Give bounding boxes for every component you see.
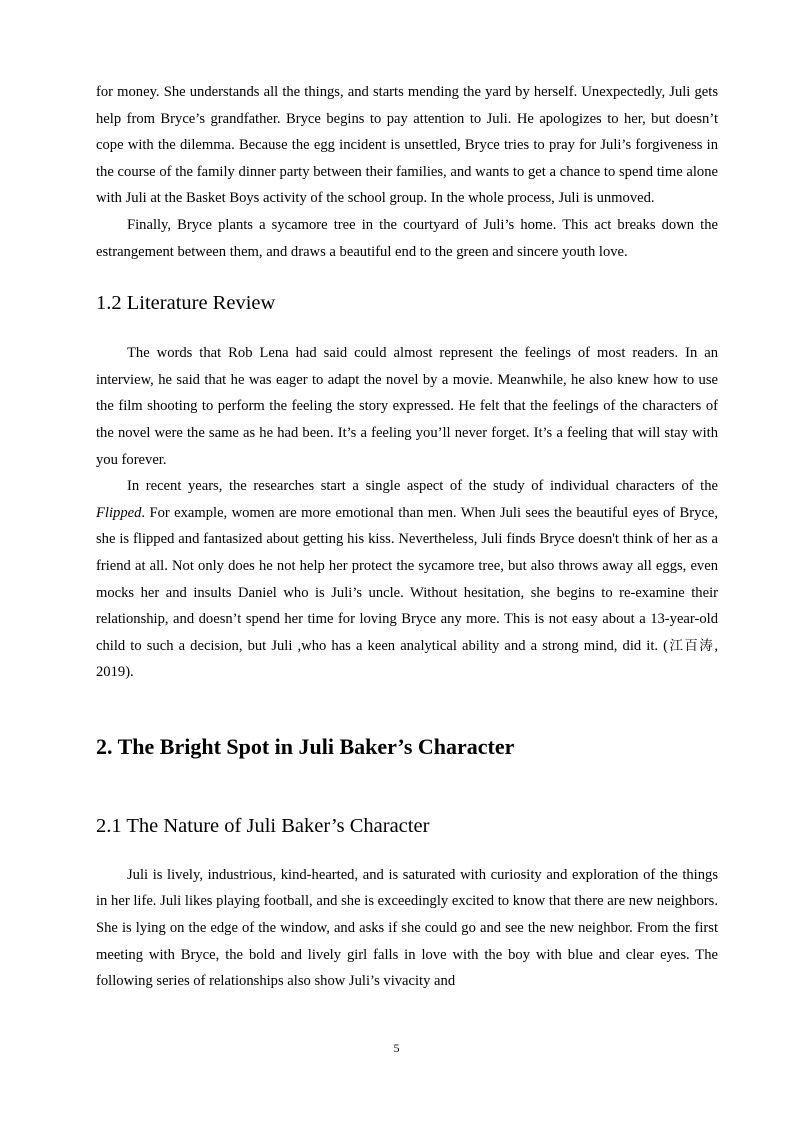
intro-paragraph-2: Finally, Bryce plants a sycamore tree in the courtyard of Juli’s home. This act breaks down the estrangement between them, and draws a beautiful end to the green and sincere youth love. [96, 216, 718, 260]
literature-paragraph-1: The words that Rob Lena had said could almost represent the feelings of most readers. In an interview, he said that he was eager to adapt the novel by a movie. Meanwhile, he also knew how to use the film shooting to perform the feeling the story expressed. He felt that the feelings of the characters of the novel were the same as he had been. It’s a feeling you’ll never forget. It’s a feeling that will stay with you forever. [96, 345, 718, 468]
book-title-flipped: Flipped [96, 504, 142, 521]
nature-paragraph-1: Juli is lively, industrious, kind-hearted, and is saturated with curiosity and exploration of the things in her life. Juli likes playing football, and she is exceedingly excited to know that there are new neighbors. She is lying on the edge of the window, and asks if she could go and see the new neighbor. From the first meeting with Bryce, the bold and lively girl falls in love with the boy with blue and clear eyes. The following series of relationships also show Juli’s vivacity and [96, 866, 718, 990]
citation-author: 江百涛 [668, 637, 715, 654]
section-heading-literature-review: 1.2 Literature Review [96, 292, 276, 315]
page-number: 5 [393, 1041, 400, 1055]
chapter-heading-bright-spot: 2. The Bright Spot in Juli Baker’s Character [96, 733, 515, 759]
page-body [96, 79, 718, 995]
literature-paragraph-2 [96, 473, 718, 686]
citation-year: , 2019). [96, 637, 719, 681]
literature-paragraph-2-start: In recent years, the researches start a single aspect of the study of individual characters of the [127, 478, 718, 495]
intro-paragraph-1: for money. She understands all the things, and starts mending the yard by herself. Unexpectedly, Juli gets help from Bryce’s grandfather. Bryce begins to pay attention to Juli. He apologizes to her, but doesn’t cope with the dilemma. Because the egg incident is unsettled, Bryce tries to pray for Juli’s forgiveness in the course of the family dinner party between their families, and wants to get a chance to spend time alone with Juli at the Basket Boys activity of the school group. In the whole process, Juli is unmoved. [96, 84, 718, 207]
section-heading-nature: 2.1 The Nature of Juli Baker’s Character [96, 814, 430, 837]
literature-paragraph-2-middle: . For example, women are more emotional than men. When Juli sees the beautiful eyes of Bryce, she is flipped and fantasized about getting his kiss. Nevertheless, Juli finds Bryce doesn't think of her as a friend at all. Not only does he not help her protect the sycamore tree, but also throws away all eggs, even mocks her and insults Daniel who is Juli’s uncle. Without hesitation, she begins to re-examine their relationship, and doesn’t spend her time for loving Bryce any more. This is not easy about a 13-year-old child to such a decision, but Juli ,who has a keen analytical ability and a strong mind, did it. ( [96, 504, 718, 654]
